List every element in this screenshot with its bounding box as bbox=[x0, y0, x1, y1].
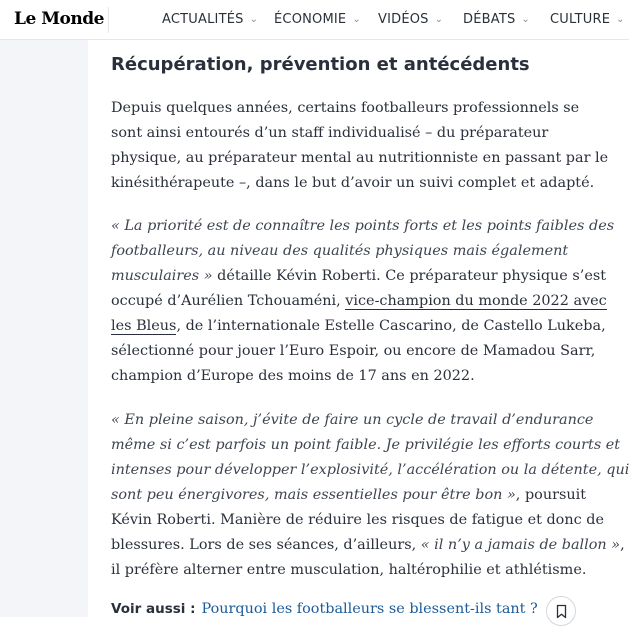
nav-item-label: CULTURE bbox=[550, 12, 611, 27]
text-line: il préfère alterner entre musculation, haltérophilie et athlétisme. bbox=[111, 562, 587, 578]
text-line: sélectionné pour jouer l’Euro Espoir, ou encore de Mamadou Sarr, bbox=[111, 343, 596, 359]
nav-item-debats[interactable] bbox=[463, 12, 530, 27]
nav-item-label: ACTUALITÉS bbox=[162, 12, 244, 27]
chevron-down-icon: ⌄ bbox=[249, 14, 259, 25]
text-line bbox=[111, 264, 609, 289]
body-text: blessures. Lors de ses séances, d’ailleurs, bbox=[111, 537, 421, 553]
nav-item-economie[interactable] bbox=[274, 12, 361, 27]
quote-text: « La priorité est de connaître les points forts et les points faibles des bbox=[111, 218, 615, 234]
text-line bbox=[111, 533, 625, 558]
nav-item-label: VIDÉOS bbox=[378, 12, 429, 27]
paragraph-staff bbox=[111, 96, 609, 196]
quote-text: intenses pour développer l’explosivité, l’accélération ou la détente, qui bbox=[111, 462, 629, 478]
text-line: sont ainsi entourés d’un staff individualisé – du préparateur bbox=[111, 125, 549, 141]
text-line: physique, au préparateur mental au nutritionniste en passant par le bbox=[111, 150, 609, 166]
text-line bbox=[111, 239, 609, 264]
see-also-link[interactable]: Pourquoi les footballeurs se blessent-ils tant ? bbox=[201, 601, 538, 617]
see-also-label: Voir aussi : bbox=[111, 601, 196, 617]
text-line bbox=[111, 483, 609, 508]
quote-text: « En pleine saison, j’évite de faire un cycle de travail d’endurance bbox=[111, 412, 594, 428]
paragraph-quote-saison bbox=[111, 408, 629, 583]
body-text: occupé d’Aurélien Tchouaméni, bbox=[111, 293, 346, 309]
article-link-vice-champion[interactable]: vice-champion du monde 2022 avec bbox=[345, 293, 607, 309]
paragraph-quote-roberti bbox=[111, 214, 615, 389]
chevron-down-icon: ⌄ bbox=[616, 14, 625, 25]
bookmark-button[interactable] bbox=[546, 596, 576, 626]
text-line: champion d’Europe des moins de 17 ans en 2022. bbox=[111, 368, 475, 384]
section-heading: Récupération, prévention et antécédents bbox=[111, 54, 530, 75]
quote-text: musculaires » bbox=[111, 268, 213, 284]
nav-item-videos[interactable] bbox=[378, 12, 443, 27]
text-line: kinésithérapeute –, dans le but d’avoir un suivi complet et adapté. bbox=[111, 175, 595, 191]
text-line bbox=[111, 214, 615, 239]
quote-text: footballeurs, au niveau des qualités physiques mais également bbox=[111, 243, 569, 259]
article-link-les-bleus[interactable]: les Bleus bbox=[111, 318, 177, 334]
text-line bbox=[111, 314, 609, 339]
text-line bbox=[111, 433, 621, 458]
top-navigation-bar bbox=[0, 0, 629, 40]
chevron-down-icon: ⌄ bbox=[521, 14, 531, 25]
chevron-down-icon: ⌄ bbox=[352, 14, 361, 25]
article-body bbox=[88, 40, 629, 617]
page-gutter bbox=[0, 40, 88, 617]
text-line bbox=[111, 458, 629, 483]
quote-text: même si c’est parfois un point faible. Je privilégie les efforts courts et bbox=[111, 437, 621, 453]
text-line: Kévin Roberti. Manière de réduire les risques de fatigue et donc de bbox=[111, 512, 604, 528]
chevron-down-icon: ⌄ bbox=[434, 14, 444, 25]
quote-text: sont peu énergivores, mais essentielles pour être bon » bbox=[111, 487, 516, 503]
site-logo[interactable]: Le Monde bbox=[14, 9, 104, 29]
body-text: détaille Kévin Roberti. Ce préparateur physique s’est bbox=[212, 268, 607, 284]
nav-item-label: ÉCONOMIE bbox=[274, 12, 347, 27]
nav-divider bbox=[108, 7, 109, 33]
nav-item-actualites[interactable] bbox=[162, 12, 258, 27]
nav-item-culture[interactable] bbox=[550, 12, 625, 27]
body-text: , poursuit bbox=[515, 487, 587, 503]
quote-text: « il n’y a jamais de ballon » bbox=[420, 537, 621, 553]
text-line bbox=[111, 289, 609, 314]
body-text: , de l’internationale Estelle Cascarino, de Castello Lukeba, bbox=[176, 318, 606, 334]
text-line: Depuis quelques années, certains footballeurs professionnels se bbox=[111, 100, 580, 116]
nav-item-label: DÉBATS bbox=[463, 12, 516, 27]
text-line bbox=[111, 408, 609, 433]
body-text: , bbox=[620, 537, 625, 553]
